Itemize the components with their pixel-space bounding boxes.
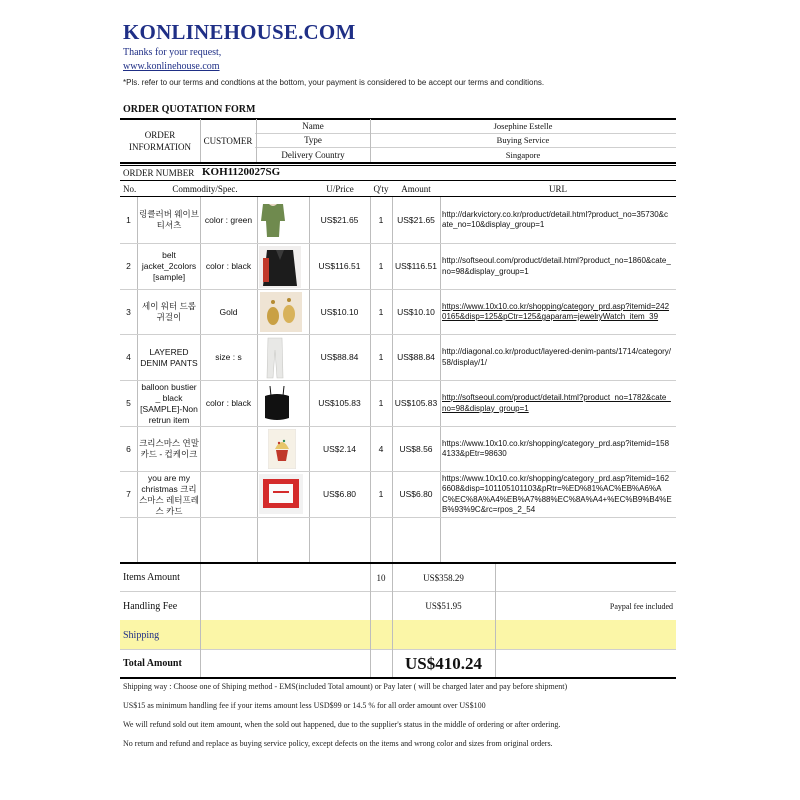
footer-return-policy: No return and refund and replace as buying service policy, except defects on the items and wrong color and sizes from original orders. — [123, 739, 553, 748]
item-name: LAYERED DENIM PANTS — [140, 346, 198, 368]
row-no: 7 — [126, 489, 131, 499]
item-amount: US$10.10 — [397, 306, 435, 317]
item-qty: 1 — [378, 489, 384, 499]
item-name: 링클러버 웨이브티셔츠 — [139, 209, 199, 230]
type-label: Type — [304, 135, 322, 145]
paypal-fee-note: Paypal fee included — [609, 601, 673, 611]
row-no: 2 — [126, 261, 131, 271]
item-url[interactable]: https://www.10x10.co.kr/shopping/category_prd.asp?itemid=1626608&disp=101105101103&pRtr=%ED%81%AC%EB%A6%AC%EC%8A%A4%EB%A7%88%EC%8A%A4+%EC%B9%B4%EB%93%9C&rc=rpos_2_54 — [442, 473, 672, 514]
form-title: ORDER QUOTATION FORM — [123, 104, 256, 115]
total-amount-value: US$410.24 — [405, 653, 482, 673]
item-spec: Gold — [219, 306, 238, 317]
items-amount-label: Items Amount — [123, 572, 180, 583]
total-amount-label: Total Amount — [123, 658, 182, 669]
item-url[interactable]: http://diagonal.co.kr/product/layered-denim-pants/1714/category/58/display/1/ — [442, 347, 672, 367]
item-spec: color : green — [204, 214, 253, 225]
item-price: US$2.14 — [322, 443, 357, 454]
col-url: URL — [549, 183, 567, 194]
col-no: No. — [123, 183, 137, 194]
country-value: Singapore — [505, 149, 541, 160]
type-value: Buying Service — [496, 135, 550, 145]
row-no: 1 — [126, 214, 131, 225]
item-amount: US$6.80 — [399, 489, 433, 499]
row-no: 6 — [126, 443, 131, 454]
item-amount: US$88.84 — [397, 352, 435, 362]
white-pants-thumbnail — [264, 336, 286, 379]
item-amount: US$8.56 — [399, 443, 433, 454]
customer-label: CUSTOMER — [203, 135, 253, 146]
item-url[interactable]: https://www.10x10.co.kr/shopping/category_prd.asp?itemid=1584133&pEtr=98630 — [442, 438, 670, 458]
footer-refund-policy: We will refund sold out item amount, when the sold out happened, due to the supplier's status in the middle of ordering or after ordering. — [123, 720, 561, 729]
name-label: Name — [302, 121, 324, 131]
red-card-thumbnail — [259, 474, 303, 514]
footer-handling-fee: US$15 as minimum handling fee if your items amount less USD$99 or 14.5 % for all order amount over US$100 — [123, 701, 486, 710]
terms-note: *Pls. refer to our terms and condtions at the bottom, your payment is considered to be accept our terms and conditions. — [123, 78, 545, 87]
row-no: 4 — [126, 352, 131, 362]
item-url[interactable]: https://www.10x10.co.kr/shopping/category_prd.asp?itemid=2420165&disp=125&pCtr=125&gaparam=jewelryWatch_item_39 — [442, 301, 670, 321]
item-name: 세이 워터 드롭 귀걸이 — [142, 301, 196, 322]
cupcake-card-thumbnail — [268, 429, 296, 469]
item-qty: 1 — [378, 352, 384, 362]
item-spec: size : s — [215, 352, 242, 362]
item-name: 크리스마스 연말 카드 - 컵케이크 — [139, 438, 199, 459]
order-info-label: ORDER INFORMATION — [128, 130, 191, 152]
item-price: US$105.83 — [318, 398, 361, 408]
item-price: US$116.51 — [318, 261, 361, 271]
order-number-value: KOH1120027SG — [202, 166, 281, 178]
green-top-thumbnail — [260, 199, 286, 241]
item-spec: color : black — [205, 398, 252, 408]
item-name: belt jacket_2colors [sample] — [141, 250, 197, 282]
item-qty: 1 — [378, 214, 384, 225]
item-amount: US$21.65 — [397, 214, 435, 225]
item-price: US$21.65 — [320, 214, 359, 225]
items-amount-value: US$358.29 — [423, 572, 464, 583]
item-amount: US$105.83 — [394, 398, 438, 408]
black-bustier-thumbnail — [262, 384, 292, 424]
item-url[interactable]: http://softseoul.com/product/detail.html?product_no=1782&cate_no=98&display_group=1 — [442, 393, 671, 413]
item-price: US$88.84 — [320, 352, 359, 362]
col-amount: Amount — [401, 183, 431, 194]
handling-fee-value: US$51.95 — [425, 601, 462, 611]
item-spec: color : black — [205, 261, 252, 271]
site-link[interactable]: www.konlinehouse.com — [123, 61, 220, 72]
row-no: 5 — [126, 398, 131, 408]
item-amount: US$116.51 — [395, 261, 437, 271]
item-spec — [200, 472, 257, 517]
order-number-label: ORDER NUMBER — [123, 167, 195, 178]
black-jacket-thumbnail — [259, 246, 301, 288]
footer-shipping-way: Shipping way : Choose one of Shiping method - EMS(included Total amount) or Pay later ( will be charged later and pay before shipment) — [123, 682, 568, 691]
item-qty: 1 — [378, 306, 384, 317]
col-qty: Q'ty — [373, 183, 389, 194]
item-url[interactable]: http://darkvictory.co.kr/product/detail.html?product_no=35730&cate_no=10&display_group=1 — [442, 209, 668, 229]
thanks-text: Thanks for your request, — [123, 47, 222, 58]
shipping-label: Shipping — [123, 629, 160, 641]
shipping-row-highlight — [120, 620, 676, 649]
item-price: US$10.10 — [320, 306, 359, 317]
item-name: you are my christmas 크리스마스 레터프레스 카드 — [139, 472, 199, 516]
item-qty: 4 — [378, 443, 384, 454]
site-title: KONLINEHOUSE.COM — [123, 20, 356, 44]
col-price: U/Price — [326, 183, 354, 194]
items-count: 10 — [376, 572, 386, 583]
item-price: US$6.80 — [322, 489, 357, 499]
delivery-country-label: Delivery Country — [281, 149, 345, 160]
row-no: 3 — [126, 306, 131, 317]
handling-fee-label: Handling Fee — [123, 600, 178, 612]
item-qty: 1 — [378, 261, 384, 271]
item-qty: 1 — [378, 398, 384, 408]
item-name: balloon bustier _ black [SAMPLE]-Non retrun item — [140, 381, 198, 425]
col-commodity: Commodity/Spec. — [172, 183, 238, 194]
item-url[interactable]: http://softseoul.com/product/detail.html?product_no=1860&cate_no=98&display_group=1 — [442, 256, 671, 276]
gold-earrings-thumbnail — [260, 292, 302, 332]
item-spec — [200, 427, 257, 471]
name-value: Josephine Estelle — [493, 121, 553, 131]
